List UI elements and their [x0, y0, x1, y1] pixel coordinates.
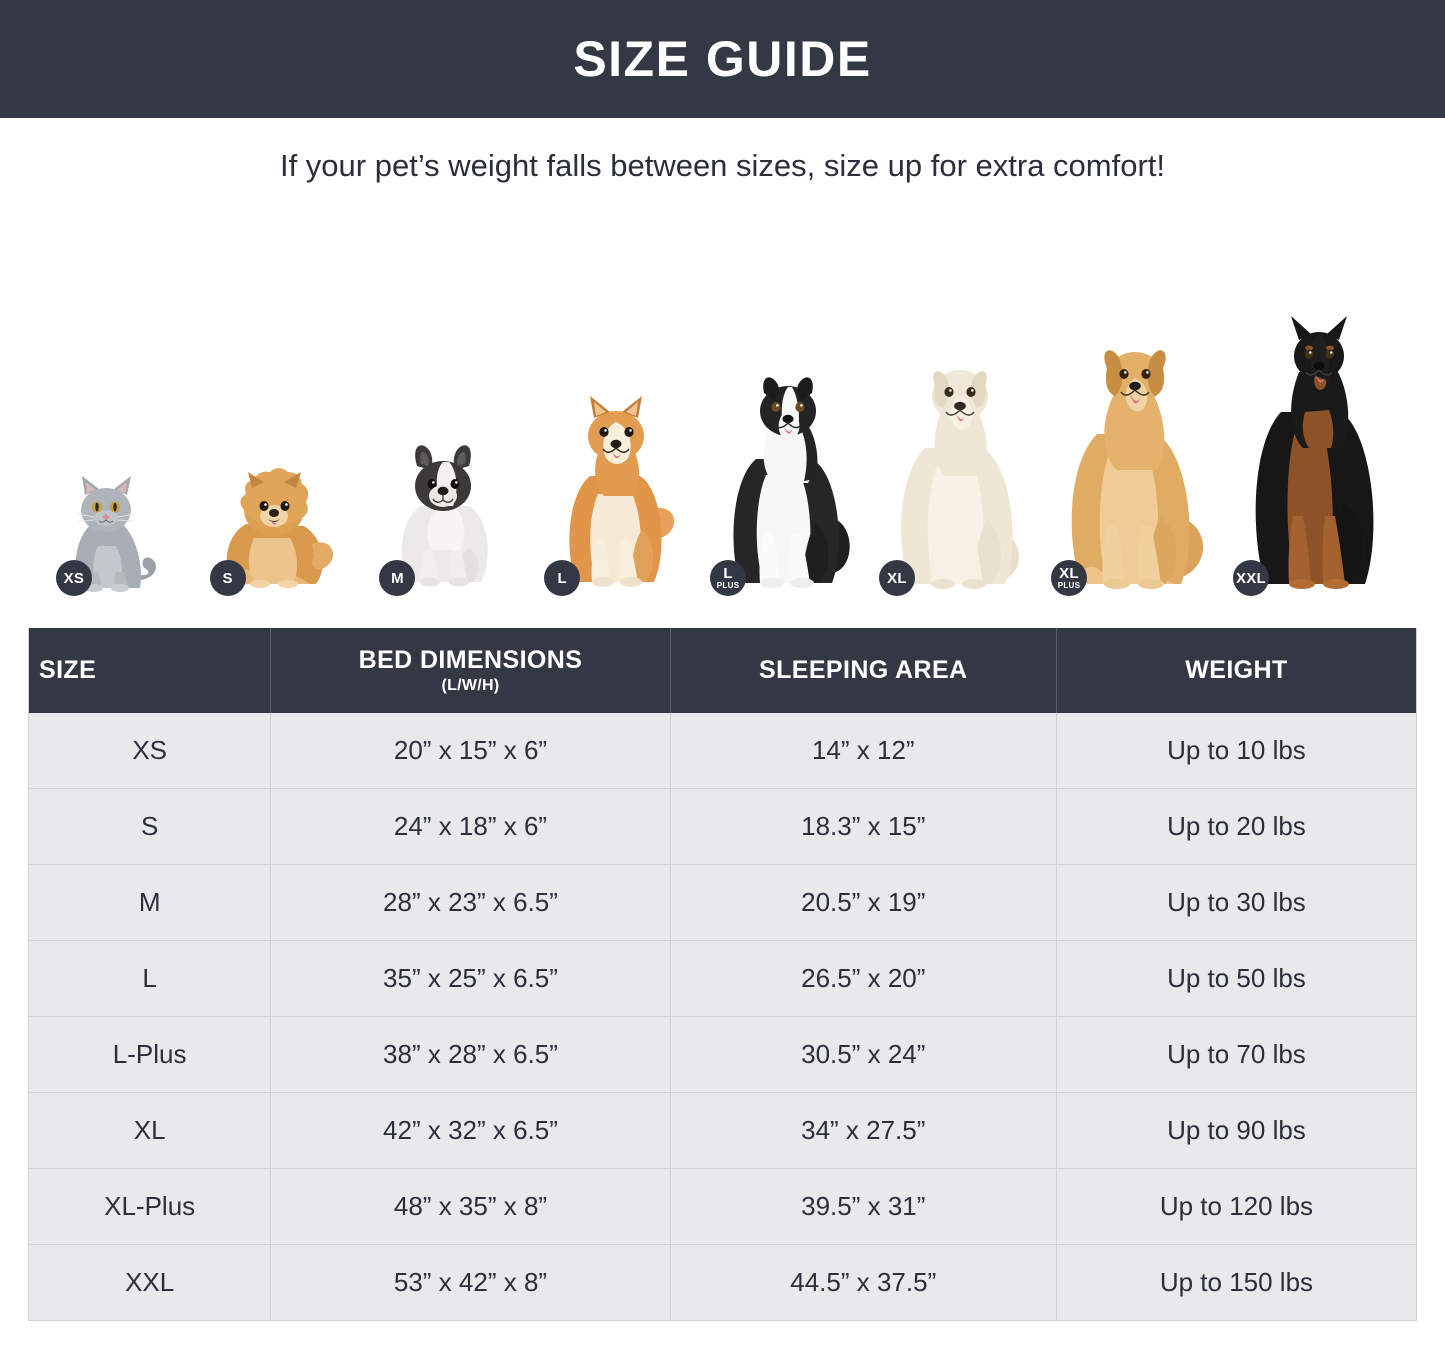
size-badge-xl	[879, 560, 915, 596]
pet-figure-golden-retriever	[1049, 334, 1231, 602]
cell-size: M	[29, 865, 271, 941]
header-bar	[0, 0, 1445, 118]
pet-item-l-plus	[707, 222, 877, 602]
pet-item-xl	[877, 222, 1049, 602]
cell-dimensions: 48” x 35” x 8”	[271, 1169, 670, 1245]
badge-sub-label: PLUS	[716, 581, 740, 590]
cell-weight: Up to 20 lbs	[1056, 789, 1416, 865]
pet-item-xxl	[1231, 222, 1417, 602]
column-header-weight	[1056, 628, 1416, 713]
column-header-bed-dimensions-label: BED DIMENSIONS	[358, 646, 583, 674]
cell-size: L-Plus	[29, 1017, 271, 1093]
cell-weight: Up to 70 lbs	[1056, 1017, 1416, 1093]
cell-size: XL	[29, 1093, 271, 1169]
dog-icon	[1231, 316, 1417, 602]
size-table	[29, 628, 1416, 1320]
cell-size: XXL	[29, 1245, 271, 1321]
page-title: SIZE GUIDE	[573, 31, 872, 87]
column-header-size	[29, 628, 271, 713]
badge-label: XL	[887, 569, 907, 587]
subtitle-container	[0, 118, 1445, 214]
badge-label: L	[723, 565, 733, 582]
cell-dimensions: 24” x 18” x 6”	[271, 789, 670, 865]
subtitle-text: If your pet’s weight falls between sizes, size up for extra comfort!	[279, 148, 1166, 183]
size-badge-xs	[56, 560, 92, 596]
size-badge-s	[210, 560, 246, 596]
size-table-body	[29, 713, 1416, 1320]
pet-item-s	[198, 222, 368, 602]
table-row	[29, 1245, 1416, 1321]
pet-item-xs	[28, 222, 198, 602]
size-badge-xxl	[1233, 560, 1269, 596]
cell-dimensions: 42” x 32” x 6.5”	[271, 1093, 670, 1169]
cell-dimensions: 38” x 28” x 6.5”	[271, 1017, 670, 1093]
size-table-container	[28, 628, 1417, 1321]
size-table-head	[29, 628, 1416, 713]
cell-sleeping-area: 44.5” x 37.5”	[670, 1245, 1056, 1321]
cell-dimensions: 20” x 15” x 6”	[271, 713, 670, 789]
cell-dimensions: 53” x 42” x 8”	[271, 1245, 670, 1321]
cell-weight: Up to 120 lbs	[1056, 1169, 1416, 1245]
table-row	[29, 713, 1416, 789]
table-header-row	[29, 628, 1416, 713]
cell-sleeping-area: 39.5” x 31”	[670, 1169, 1056, 1245]
cell-sleeping-area: 14” x 12”	[670, 713, 1056, 789]
pet-figure-labrador	[877, 352, 1049, 602]
pet-size-illustration-row	[28, 222, 1417, 602]
badge-sub-label: PLUS	[1057, 581, 1081, 590]
cell-weight: Up to 150 lbs	[1056, 1245, 1416, 1321]
table-row	[29, 1017, 1416, 1093]
pet-figure-pomeranian	[208, 452, 358, 602]
pet-figure-shiba-inu	[542, 390, 702, 602]
size-badge-xl-plus	[1051, 560, 1087, 596]
badge-label: XL	[1059, 565, 1079, 582]
cell-size: XL-Plus	[29, 1169, 271, 1245]
size-badge-l-plus	[710, 560, 746, 596]
cell-dimensions: 28” x 23” x 6.5”	[271, 865, 670, 941]
cell-sleeping-area: 26.5” x 20”	[670, 941, 1056, 1017]
cell-size: XS	[29, 713, 271, 789]
badge-label: XS	[63, 569, 85, 587]
pet-figure-doberman	[1231, 316, 1417, 602]
cell-weight: Up to 90 lbs	[1056, 1093, 1416, 1169]
cell-size: L	[29, 941, 271, 1017]
table-row	[29, 1093, 1416, 1169]
cell-sleeping-area: 18.3” x 15”	[670, 789, 1056, 865]
cell-weight: Up to 30 lbs	[1056, 865, 1416, 941]
badge-label: S	[222, 569, 233, 587]
pet-item-xl-plus	[1049, 222, 1231, 602]
cell-sleeping-area: 30.5” x 24”	[670, 1017, 1056, 1093]
column-header-bed-dimensions-sub: (L/W/H)	[441, 677, 500, 694]
table-row	[29, 865, 1416, 941]
badge-label: M	[391, 569, 404, 587]
pet-item-m	[368, 222, 538, 602]
column-header-sleeping-area	[670, 628, 1056, 713]
column-header-weight-label: WEIGHT	[1185, 656, 1288, 684]
cell-weight: Up to 10 lbs	[1056, 713, 1416, 789]
badge-label: XXL	[1235, 569, 1267, 587]
table-row	[29, 941, 1416, 1017]
cell-weight: Up to 50 lbs	[1056, 941, 1416, 1017]
cell-sleeping-area: 34” x 27.5”	[670, 1093, 1056, 1169]
cell-size: S	[29, 789, 271, 865]
pet-figure-french-bulldog	[377, 432, 527, 602]
table-row	[29, 1169, 1416, 1245]
pet-figure-border-collie	[708, 367, 876, 602]
cell-dimensions: 35” x 25” x 6.5”	[271, 941, 670, 1017]
cell-sleeping-area: 20.5” x 19”	[670, 865, 1056, 941]
badge-label: L	[557, 569, 568, 587]
pet-item-l	[537, 222, 707, 602]
column-header-sleeping-area-label: SLEEPING AREA	[759, 656, 968, 684]
column-header-bed-dimensions	[271, 628, 670, 713]
pet-figure-gray-cat	[54, 462, 172, 602]
table-row	[29, 789, 1416, 865]
column-header-size-label: SIZE	[39, 656, 97, 684]
